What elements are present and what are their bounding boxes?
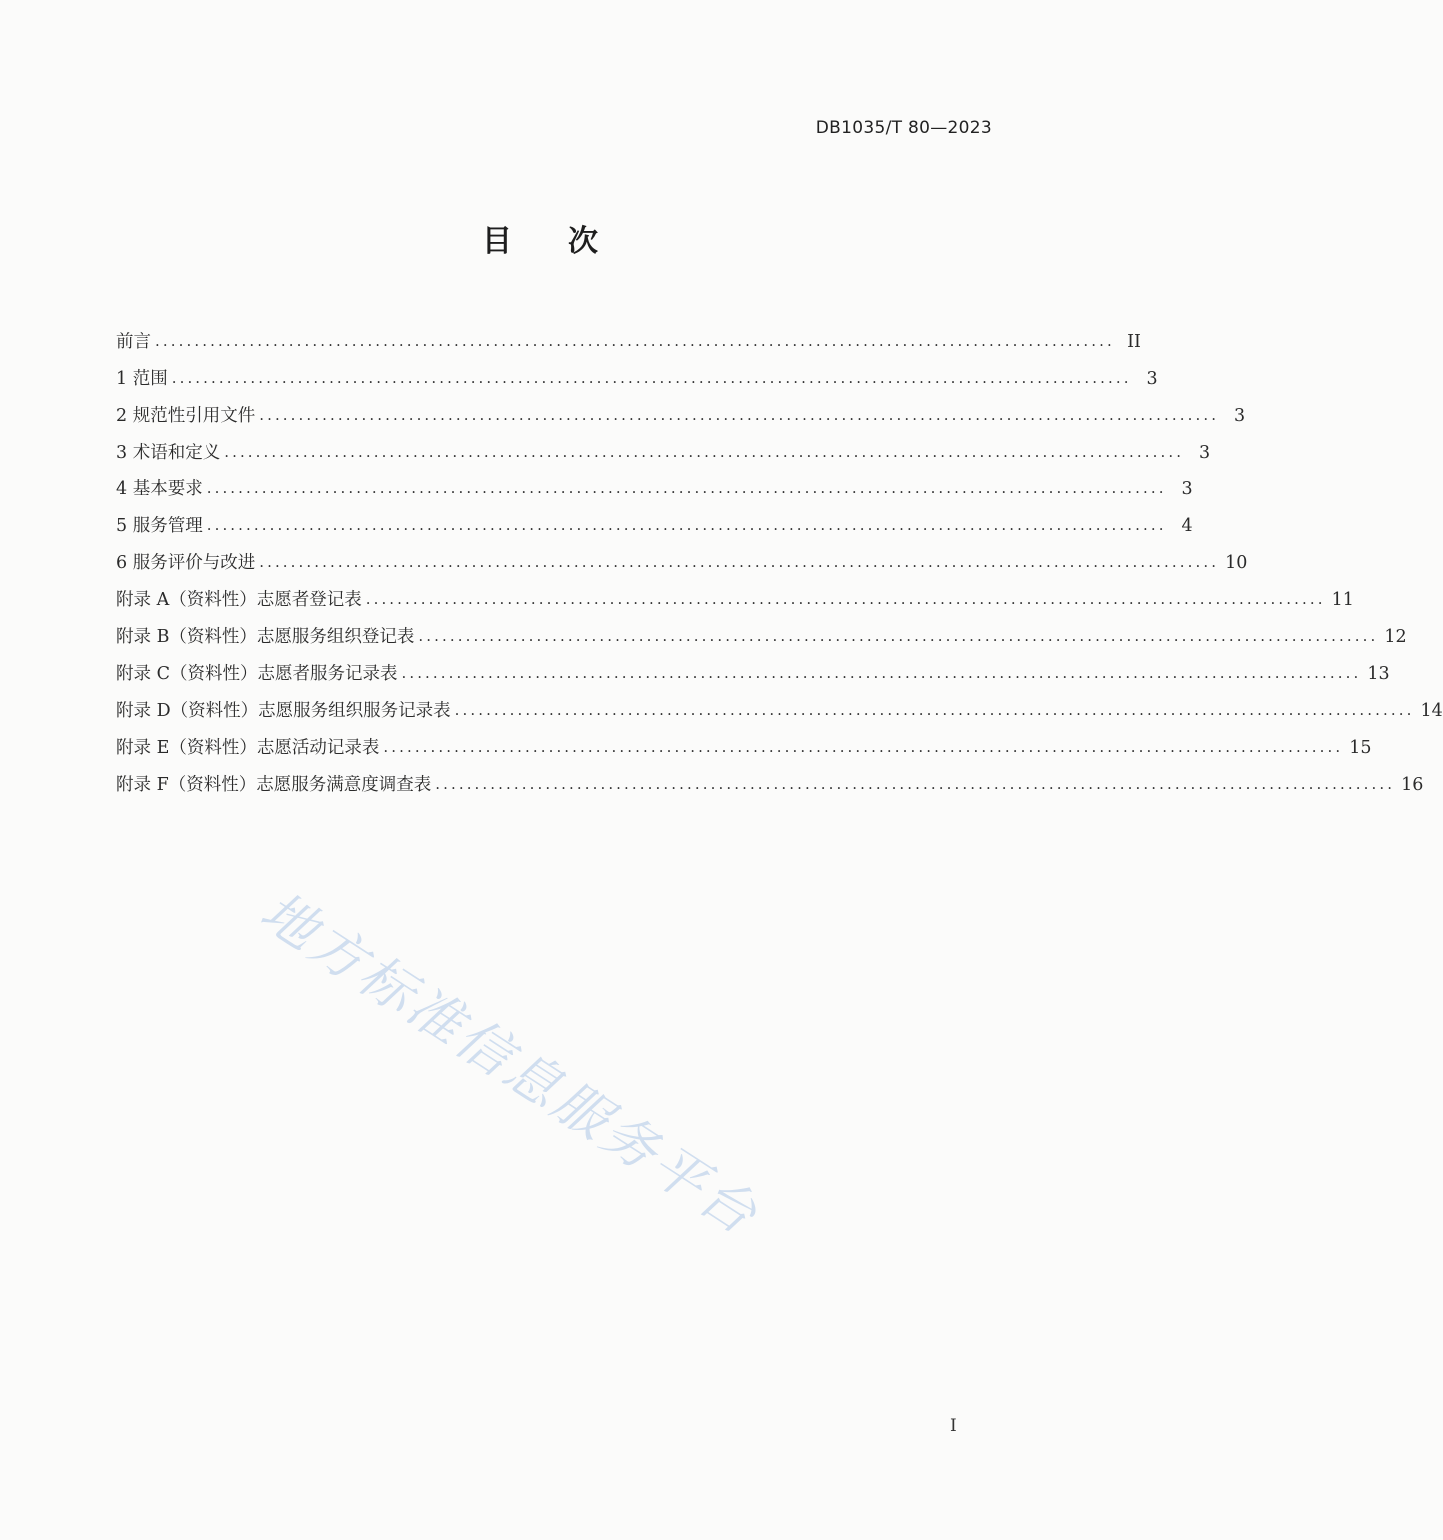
toc-item-label: 5 服务管理 bbox=[116, 516, 203, 537]
toc-item[interactable] bbox=[116, 537, 1248, 574]
toc-item[interactable] bbox=[116, 648, 1390, 685]
toc-item-page: 3 bbox=[1181, 479, 1193, 500]
toc-item-label: 附录 B（资料性）志愿服务组织登记表 bbox=[116, 627, 415, 648]
toc-item[interactable] bbox=[116, 500, 1193, 537]
toc-item-page: II bbox=[1127, 331, 1141, 352]
toc-item[interactable] bbox=[116, 464, 1193, 501]
toc-item-page: 3 bbox=[1198, 442, 1211, 463]
toc-item[interactable] bbox=[116, 574, 1354, 611]
toc-leader: .......................................................................................................................... bbox=[401, 663, 1362, 682]
toc-item[interactable] bbox=[116, 427, 1211, 464]
toc-title: 目次 bbox=[482, 224, 654, 259]
toc-item-label: 2 规范性引用文件 bbox=[116, 405, 256, 426]
toc-item[interactable] bbox=[116, 316, 1141, 353]
toc-leader: .......................................................................................................................... bbox=[435, 774, 1396, 793]
document-code: DB1035/T 80—2023 bbox=[815, 118, 992, 138]
toc-leader: .......................................................................................................................... bbox=[365, 590, 1326, 609]
toc-item[interactable] bbox=[116, 759, 1424, 796]
toc-item-label: 附录 C（资料性）志愿者服务记录表 bbox=[116, 663, 398, 684]
toc-item-label: 附录 F（资料性）志愿服务满意度调查表 bbox=[116, 774, 432, 795]
toc-item-label: 1 范围 bbox=[116, 368, 168, 389]
toc-leader: .......................................................................................................................... bbox=[206, 516, 1167, 535]
watermark bbox=[249, 870, 990, 1290]
toc-item-label: 前言 bbox=[116, 331, 151, 352]
toc-item-page: 13 bbox=[1367, 663, 1390, 684]
toc-item-page: 11 bbox=[1331, 590, 1354, 611]
toc-item-page: 15 bbox=[1349, 737, 1372, 758]
toc-item[interactable] bbox=[116, 611, 1407, 648]
toc-item-page: 12 bbox=[1384, 627, 1407, 648]
toc-item-page: 3 bbox=[1146, 368, 1158, 389]
toc-item-page: 14 bbox=[1420, 700, 1443, 721]
toc-item-page: 3 bbox=[1233, 405, 1246, 426]
toc-leader: .......................................................................................................................... bbox=[206, 479, 1167, 498]
toc-leader: .......................................................................................................................... bbox=[171, 368, 1132, 387]
watermark-text: 地方标准信息服务平台 bbox=[249, 879, 771, 1248]
toc-leader: .......................................................................................................................... bbox=[155, 331, 1115, 350]
toc-leader: .......................................................................................................................... bbox=[224, 442, 1185, 461]
toc-item-label: 3 术语和定义 bbox=[116, 442, 221, 463]
toc-item-page: 10 bbox=[1225, 553, 1248, 574]
toc-item-label: 4 基本要求 bbox=[116, 479, 203, 500]
toc-item[interactable] bbox=[116, 722, 1372, 759]
toc-leader: .......................................................................................................................... bbox=[383, 737, 1344, 756]
toc-item[interactable] bbox=[116, 390, 1246, 427]
table-of-contents bbox=[116, 316, 1443, 796]
toc-item[interactable] bbox=[116, 685, 1443, 722]
toc-leader: .......................................................................................................................... bbox=[259, 405, 1220, 424]
toc-item-page: 16 bbox=[1401, 774, 1424, 795]
toc-item-label: 6 服务评价与改进 bbox=[116, 553, 256, 574]
page-number: I bbox=[950, 1416, 957, 1436]
toc-item-label: 附录 A（资料性）志愿者登记表 bbox=[116, 590, 362, 611]
toc-leader: .......................................................................................................................... bbox=[418, 627, 1379, 646]
toc-item-page: 4 bbox=[1181, 516, 1193, 537]
toc-item[interactable] bbox=[116, 353, 1158, 390]
toc-item-label: 附录 D（资料性）志愿服务组织服务记录表 bbox=[116, 700, 451, 721]
toc-item-label: 附录 E（资料性）志愿活动记录表 bbox=[116, 737, 380, 758]
toc-leader: .......................................................................................................................... bbox=[454, 700, 1415, 719]
toc-leader: .......................................................................................................................... bbox=[259, 553, 1220, 572]
